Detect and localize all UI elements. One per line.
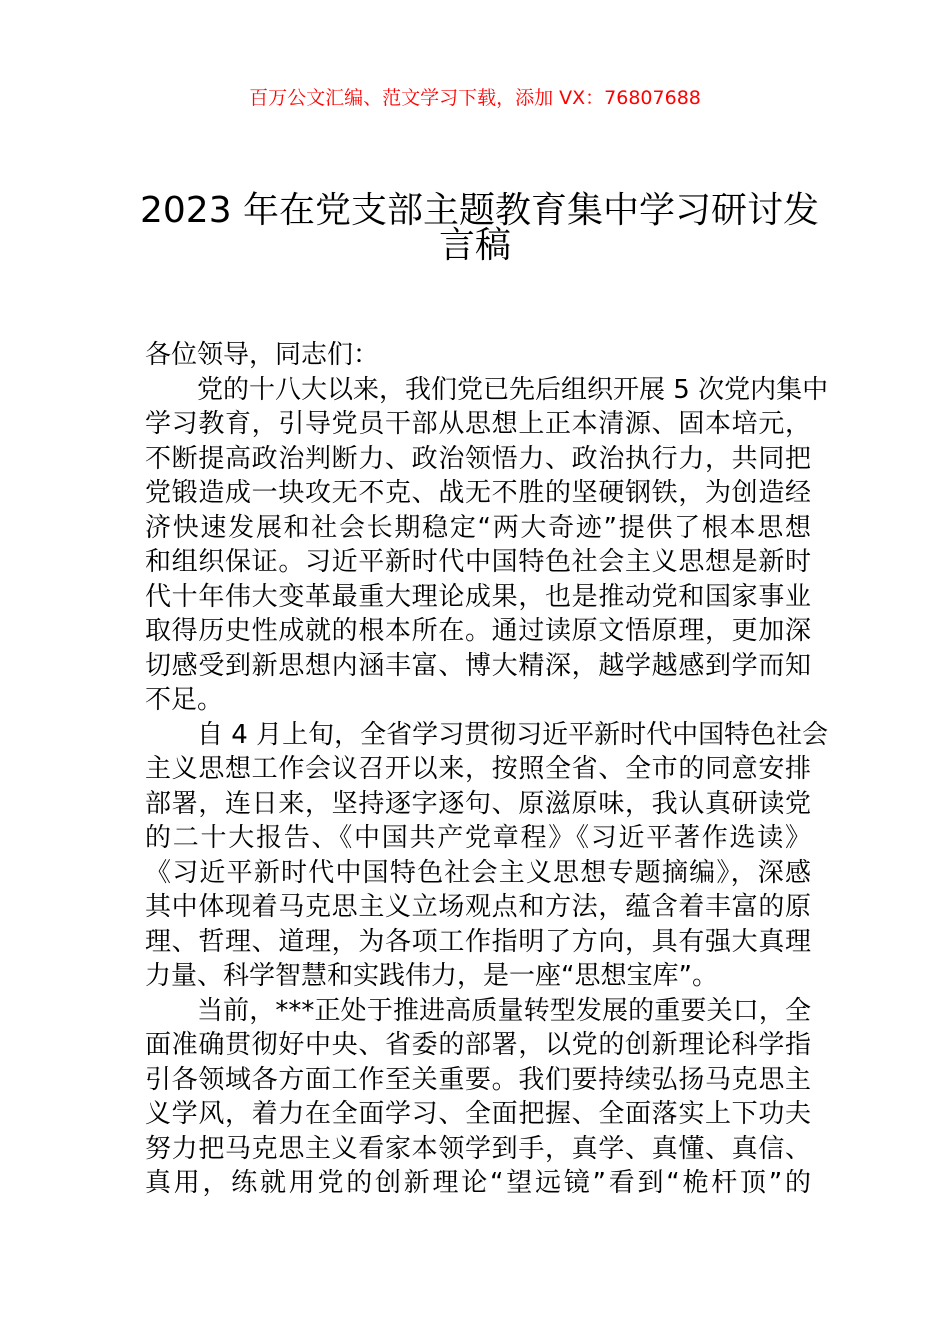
- text-line: 部署，连日来，坚持逐字逐句、原滋原味，我认真研读党: [145, 788, 811, 819]
- text-line: 不断提高政治判断力、政治领悟力、政治执行力，共同把: [145, 443, 811, 474]
- text-line: 面准确贯彻好中央、省委的部署，以党的创新理论科学指: [145, 1030, 811, 1060]
- text-line: 和组织保证。习近平新时代中国特色社会主义思想是新时: [145, 547, 811, 577]
- text-line: 努力把马克思主义看家本领学到手，真学、真懂、真信、: [145, 1133, 811, 1164]
- text-line: 的二十大报告、《中国共产党章程》《习近平著作选读》: [145, 823, 811, 853]
- text-line: 党锻造成一块攻无不克、战无不胜的坚硬钢铁，为创造经: [145, 478, 811, 508]
- document-title: [140, 170, 820, 266]
- text-line: 当前，***正处于推进高质量转型发展的重要关口，全: [197, 995, 811, 1026]
- text-line: 不足。: [145, 685, 224, 715]
- text-line: 其中体现着马克思主义立场观点和方法，蕴含着丰富的原: [145, 892, 811, 922]
- title-line: 言稿: [438, 224, 511, 266]
- text-line: 党的十八大以来，我们党已先后组织开展 5 次党内集中: [197, 374, 829, 405]
- text-line: 引各领域各方面工作至关重要。我们要持续弘扬马克思主: [145, 1064, 811, 1095]
- document-body: [145, 338, 829, 1201]
- text-line: 主义思想工作会议召开以来，按照全省、全市的同意安排: [145, 754, 811, 784]
- paragraph-3: [145, 994, 811, 1201]
- text-line: 力量、科学智慧和实践伟力，是一座“思想宝库”。: [145, 961, 718, 991]
- paragraph-2: [145, 718, 829, 994]
- title-line: 2023 年在党支部主题教育集中学习研讨发: [140, 190, 820, 231]
- text-line: 代十年伟大变革最重大理论成果，也是推动党和国家事业: [145, 581, 811, 612]
- salutation: 各位领导，同志们：: [145, 340, 380, 370]
- text-line: 自 4 月上旬，全省学习贯彻习近平新时代中国特色社会: [197, 719, 829, 750]
- paragraph-1: [145, 373, 829, 718]
- text-line: 理、哲理、道理，为各项工作指明了方向，具有强大真理: [145, 926, 811, 957]
- text-line: 真用，练就用党的创新理论“望远镜”看到“桅杆顶”的: [145, 1168, 811, 1198]
- text-line: 济快速发展和社会长期稳定“两大奇迹”提供了根本思想: [145, 512, 811, 543]
- text-line: 切感受到新思想内涵丰富、博大精深，越学越感到学而知: [145, 650, 811, 681]
- text-line: 义学风，着力在全面学习、全面把握、全面落实上下功夫: [145, 1099, 811, 1129]
- text-line: 取得历史性成就的根本所在。通过读原文悟原理，更加深: [145, 616, 811, 646]
- text-line: 《习近平新时代中国特色社会主义思想专题摘编》，深感: [145, 857, 811, 888]
- text-line: 学习教育，引导党员干部从思想上正本清源、固本培元，: [145, 409, 811, 439]
- header-note: 百万公文汇编、范文学习下载，添加 VX：76807688: [249, 87, 701, 109]
